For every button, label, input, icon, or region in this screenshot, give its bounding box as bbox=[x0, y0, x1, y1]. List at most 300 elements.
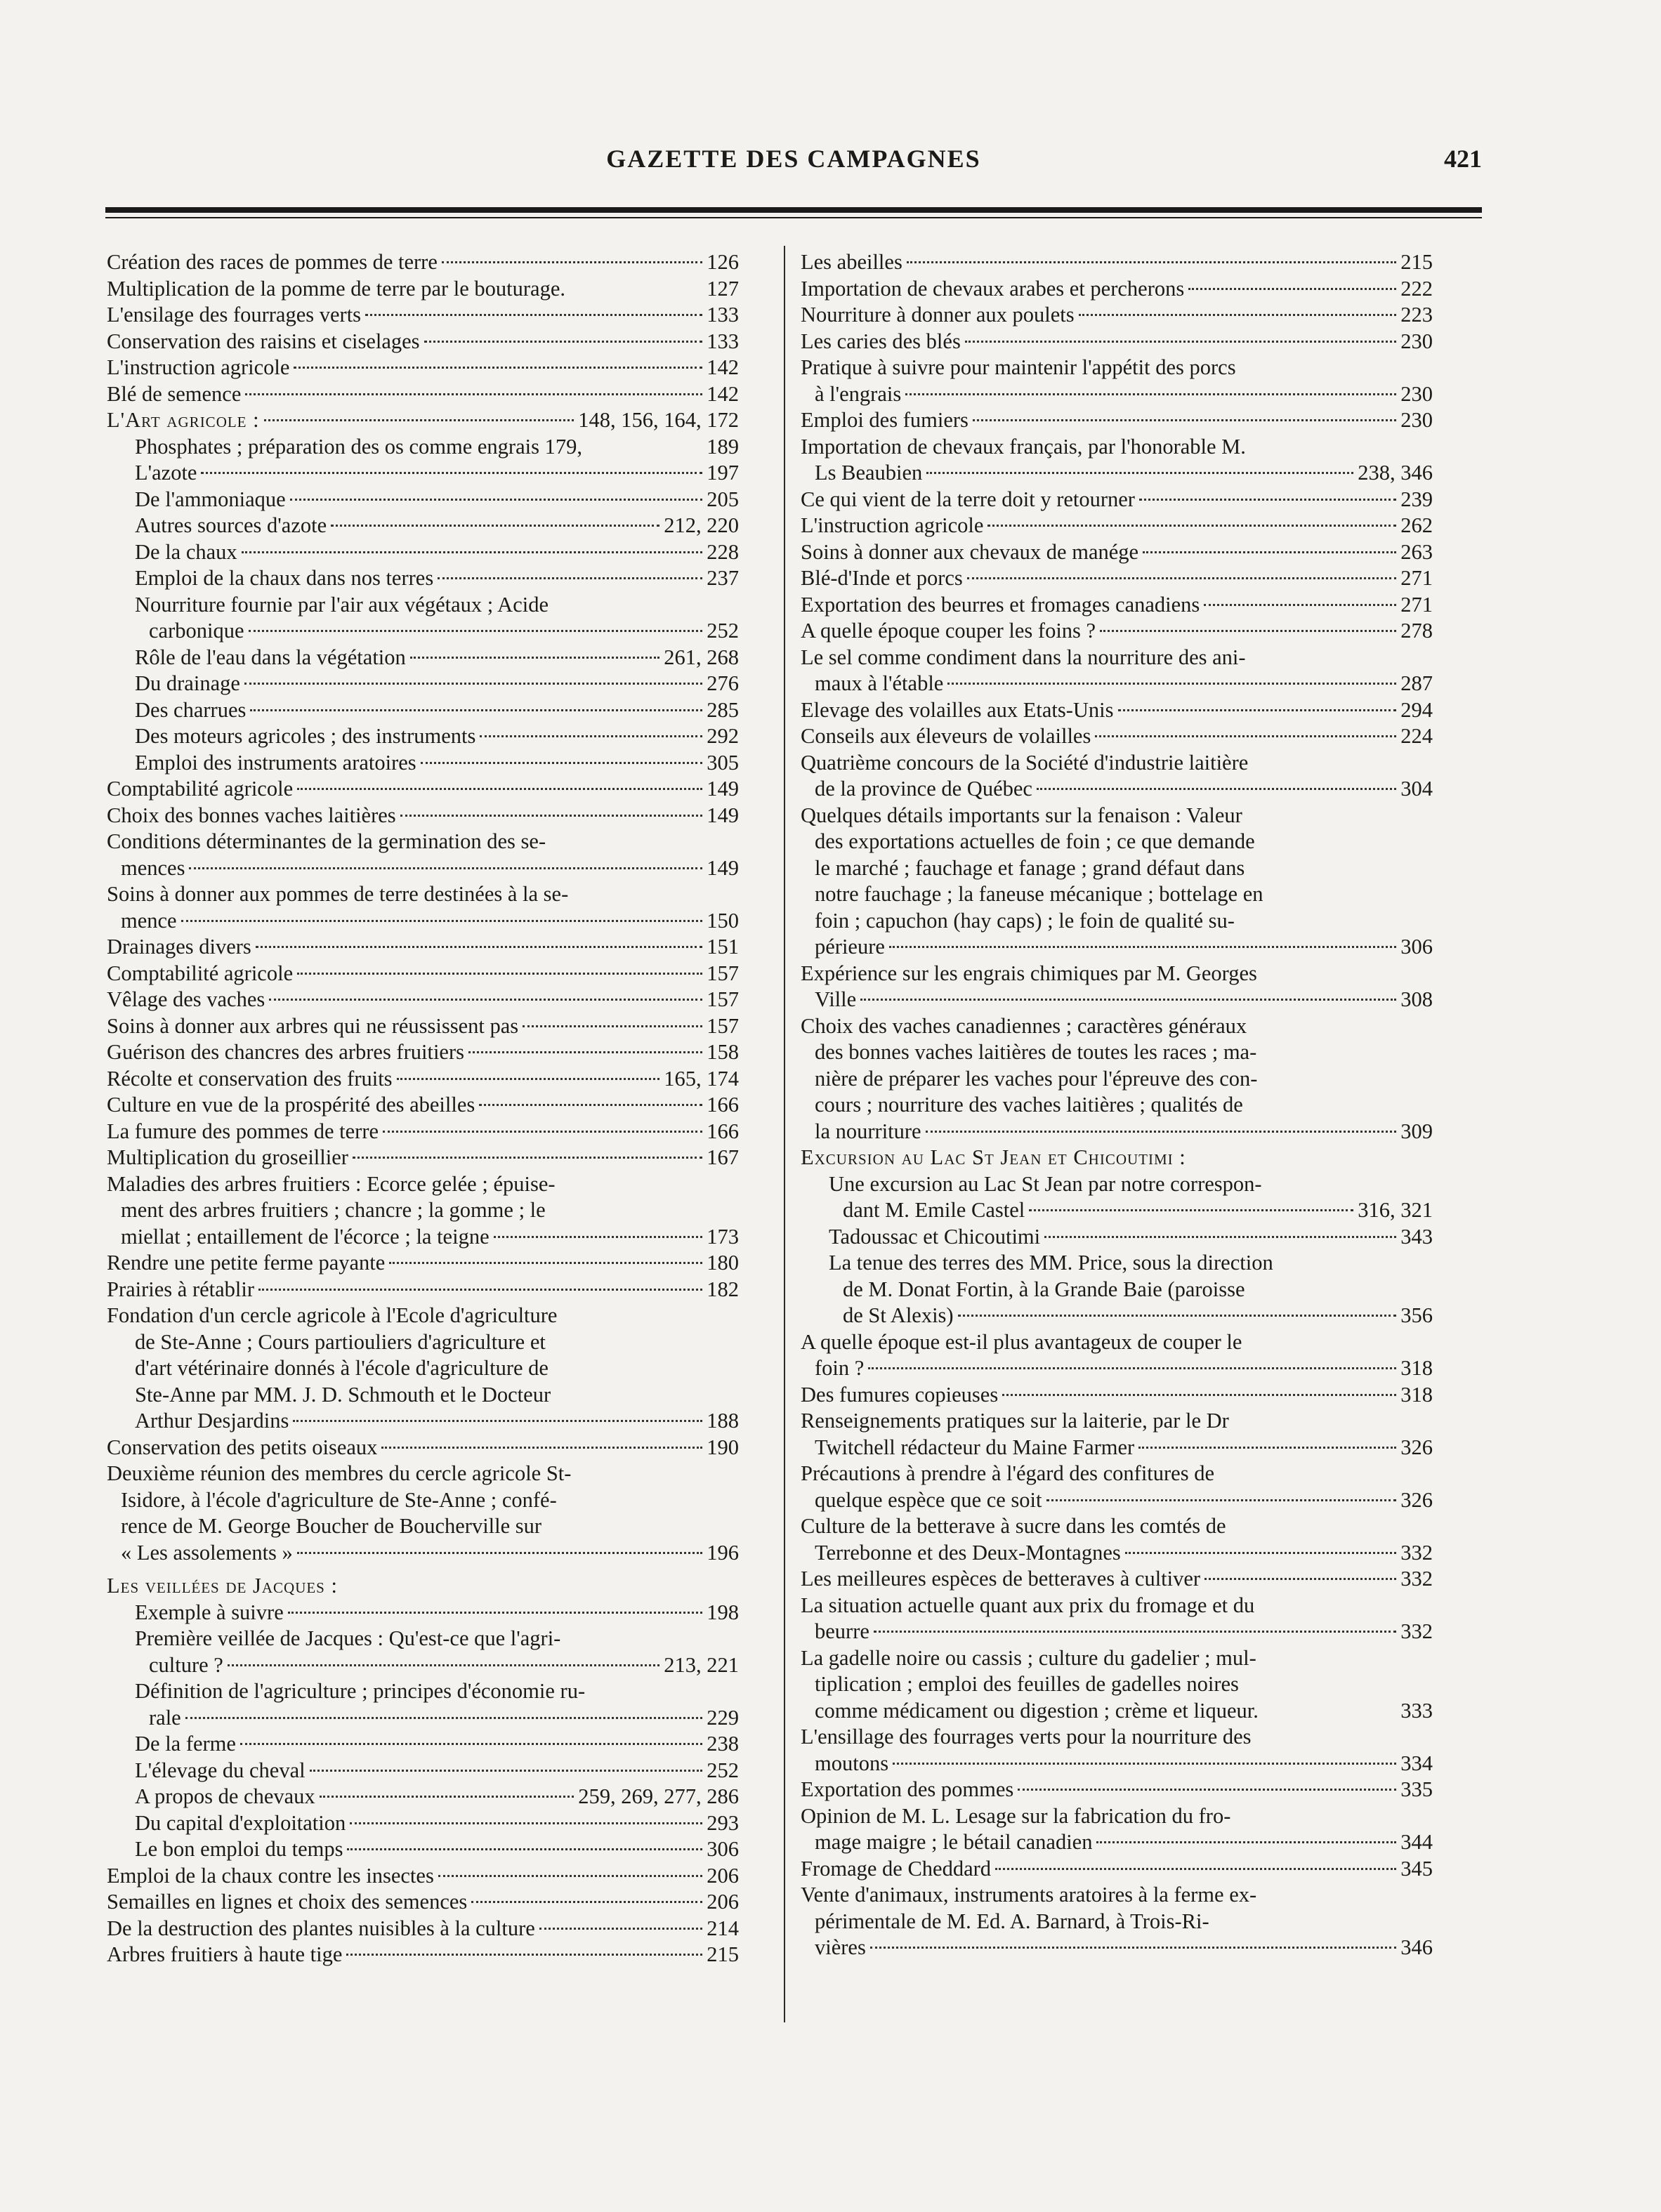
index-entry bbox=[107, 1731, 739, 1758]
entry-page-ref: 335 bbox=[1400, 1777, 1433, 1801]
entry-title-line: foin ? bbox=[815, 1356, 865, 1380]
entry-title-line: Culture de la betterave à sucre dans les comtés de bbox=[801, 1514, 1226, 1538]
entry-title-line: de la province de Québec bbox=[815, 777, 1032, 801]
entry-page-ref: 308 bbox=[1400, 987, 1433, 1011]
entry-page-ref: 182 bbox=[707, 1277, 739, 1301]
entry-title-line: Importation de chevaux arabes et percherons bbox=[801, 276, 1185, 301]
index-entry bbox=[107, 1916, 739, 1942]
dot-leader bbox=[320, 1796, 575, 1798]
entry-page-ref: 346 bbox=[1400, 1935, 1433, 1959]
dot-leader bbox=[995, 1868, 1396, 1870]
entry-title-line: Emploi de la chaux contre les insectes bbox=[107, 1863, 434, 1888]
entry-title-line: dant M. Emile Castel bbox=[843, 1198, 1025, 1222]
entry-page-ref: 334 bbox=[1400, 1751, 1433, 1775]
entry-title-line: Récolte et conservation des fruits bbox=[107, 1066, 393, 1091]
entry-page-ref: 278 bbox=[1400, 619, 1433, 643]
index-entry bbox=[107, 645, 739, 671]
entry-title-line: Le sel comme condiment dans la nourriture des ani- bbox=[801, 645, 1246, 669]
index-entry bbox=[801, 513, 1433, 539]
dot-leader bbox=[973, 419, 1396, 421]
index-entry bbox=[801, 1250, 1433, 1329]
dot-leader bbox=[424, 341, 703, 343]
index-entry bbox=[801, 1145, 1433, 1171]
entry-title-line: A propos de chevaux bbox=[135, 1784, 315, 1808]
entry-title-line: Renseignements pratiques sur la laiterie, par le Dr bbox=[801, 1409, 1229, 1433]
entry-title-line: rale bbox=[149, 1705, 181, 1730]
dot-leader bbox=[269, 999, 702, 1001]
entry-title-line: Exemple à suivre bbox=[135, 1600, 284, 1624]
entry-title-line: A quelle époque couper les foins ? bbox=[801, 619, 1096, 643]
entry-title-line: périmentale de M. Ed. A. Barnard, à Trois-Ri- bbox=[815, 1909, 1209, 1933]
entry-title-line: L'instruction agricole bbox=[801, 513, 984, 537]
entry-title-line: à l'engrais bbox=[815, 381, 902, 406]
index-entry bbox=[801, 276, 1433, 303]
entry-title-line: des bonnes vaches laitières de toutes les races ; ma- bbox=[815, 1040, 1257, 1064]
entry-title-line: beurre bbox=[815, 1619, 869, 1643]
entry-title-line: Du drainage bbox=[135, 671, 240, 695]
entry-title-line: Comptabilité agricole bbox=[107, 961, 294, 985]
entry-title-line: Autres sources d'azote bbox=[135, 513, 327, 537]
entry-page-ref: 215 bbox=[707, 1942, 739, 1966]
entry-title-line: Rendre une petite ferme payante bbox=[107, 1251, 386, 1275]
entry-page-ref: 356 bbox=[1400, 1303, 1433, 1327]
entry-title-line: Blé-d'Inde et porcs bbox=[801, 566, 963, 590]
index-column-left bbox=[107, 249, 739, 1968]
entry-title-line: Une excursion au Lac St Jean par notre correspon- bbox=[829, 1171, 1262, 1196]
index-entry bbox=[801, 302, 1433, 329]
index-entry bbox=[801, 1856, 1433, 1883]
entry-title-line: « Les assolements » bbox=[121, 1540, 293, 1565]
dot-leader bbox=[1139, 499, 1396, 501]
index-entry bbox=[107, 329, 739, 355]
dot-leader bbox=[181, 920, 703, 922]
entry-title-line: L'élevage du cheval bbox=[135, 1758, 306, 1782]
dot-leader bbox=[346, 1954, 702, 1956]
entry-title-line: Emploi des fumiers bbox=[801, 408, 969, 432]
dot-leader bbox=[256, 946, 702, 948]
dot-leader bbox=[294, 367, 702, 369]
index-entry bbox=[107, 1678, 739, 1731]
dot-leader bbox=[1118, 709, 1397, 711]
entry-page-ref: 305 bbox=[707, 750, 739, 775]
entry-page-ref: 345 bbox=[1400, 1856, 1433, 1881]
dot-leader bbox=[297, 1552, 702, 1554]
entry-page-ref: 196 bbox=[707, 1540, 739, 1565]
dot-leader bbox=[926, 472, 1353, 474]
dot-leader bbox=[310, 1770, 703, 1772]
entry-title-line: Arthur Desjardins bbox=[135, 1409, 289, 1433]
entry-title-line: des exportations actuelles de foin ; ce que demande bbox=[815, 829, 1255, 853]
dot-leader bbox=[1100, 630, 1396, 632]
entry-title-line: L'ensilage des fourrages verts bbox=[107, 303, 362, 327]
entry-page-ref: 318 bbox=[1400, 1356, 1433, 1380]
index-entry bbox=[107, 961, 739, 987]
entry-title-line: L'Art agricole : bbox=[107, 408, 260, 432]
dot-leader bbox=[288, 1612, 703, 1614]
entry-title-line: d'art vétérinaire donnés à l'école d'agriculture de bbox=[135, 1356, 549, 1380]
dot-leader bbox=[1079, 314, 1397, 316]
index-entry bbox=[107, 1810, 739, 1837]
entry-title-line: La tenue des terres des MM. Price, sous la direction bbox=[829, 1251, 1273, 1275]
index-entry bbox=[107, 1784, 739, 1810]
dot-leader bbox=[468, 1051, 702, 1053]
index-entry bbox=[801, 407, 1433, 434]
entry-page-ref: 180 bbox=[707, 1251, 739, 1275]
dot-leader bbox=[958, 1315, 1397, 1317]
dot-leader bbox=[1037, 788, 1396, 790]
index-entry bbox=[801, 487, 1433, 513]
entry-page-ref: 157 bbox=[707, 1013, 739, 1038]
entry-page-ref: 222 bbox=[1400, 276, 1433, 301]
index-entry bbox=[801, 1224, 1433, 1251]
index-entry bbox=[801, 565, 1433, 592]
entry-title-line: La fumure des pommes de terre bbox=[107, 1119, 379, 1143]
entry-title-line: Nourriture à donner aux poulets bbox=[801, 303, 1075, 327]
index-entry bbox=[801, 355, 1433, 407]
index-entry bbox=[107, 487, 739, 513]
entry-page-ref: 223 bbox=[1400, 303, 1433, 327]
index-entry bbox=[107, 1250, 739, 1277]
entry-title-line: Conservation des petits oiseaux bbox=[107, 1435, 378, 1459]
entry-page-ref: 271 bbox=[1400, 592, 1433, 617]
entry-page-ref: 237 bbox=[707, 566, 739, 590]
entry-page-ref: 206 bbox=[707, 1863, 739, 1888]
entry-page-ref: 150 bbox=[707, 908, 739, 933]
entry-title-line: Les veillées de Jacques : bbox=[107, 1574, 338, 1598]
dot-leader bbox=[331, 525, 659, 527]
entry-page-ref: 316, 321 bbox=[1358, 1198, 1433, 1222]
dot-leader bbox=[365, 314, 702, 316]
entry-page-ref: 263 bbox=[1400, 539, 1433, 564]
entry-title-line: Opinion de M. L. Lesage sur la fabrication du fro- bbox=[801, 1803, 1231, 1828]
dot-leader bbox=[947, 683, 1396, 685]
index-entry bbox=[107, 1758, 739, 1784]
index-entry bbox=[107, 1066, 739, 1093]
entry-title-line: Elevage des volailles aux Etats-Unis bbox=[801, 697, 1114, 722]
entry-page-ref: 306 bbox=[707, 1837, 739, 1861]
index-entry bbox=[107, 460, 739, 487]
index-entry bbox=[801, 697, 1433, 724]
entry-page-ref: 318 bbox=[1400, 1382, 1433, 1407]
dot-leader bbox=[471, 1901, 702, 1903]
dot-leader bbox=[410, 657, 659, 659]
index-entry bbox=[801, 1882, 1433, 1961]
entry-page-ref: 166 bbox=[707, 1119, 739, 1143]
entry-title-line: carbonique bbox=[149, 619, 244, 643]
dot-leader bbox=[383, 1131, 702, 1133]
index-entry bbox=[107, 407, 739, 434]
dot-leader bbox=[185, 1717, 703, 1719]
entry-page-ref: 142 bbox=[707, 355, 739, 379]
entry-title-line: Fromage de Cheddard bbox=[801, 1856, 992, 1881]
entry-title-line: A quelle époque est-il plus avantageux de couper le bbox=[801, 1329, 1242, 1354]
dot-leader bbox=[1029, 1209, 1353, 1211]
entry-title-line: Des moteurs agricoles ; des instruments bbox=[135, 724, 476, 748]
index-entry bbox=[107, 276, 739, 303]
dot-leader bbox=[1125, 1552, 1397, 1554]
dot-leader bbox=[905, 393, 1396, 395]
entry-title-line: Fondation d'un cercle agricole à l'Ecole d'agriculture bbox=[107, 1303, 558, 1327]
index-entry bbox=[107, 1573, 739, 1600]
entry-page-ref: 205 bbox=[707, 487, 739, 511]
index-entry bbox=[801, 1566, 1433, 1593]
index-entry bbox=[107, 1119, 739, 1145]
entry-page-ref: 173 bbox=[707, 1224, 739, 1249]
dot-leader bbox=[1188, 288, 1396, 290]
entry-page-ref: 198 bbox=[707, 1600, 739, 1624]
index-entry bbox=[801, 1382, 1433, 1409]
entry-title-line: Soins à donner aux pommes de terre destinées à la se- bbox=[107, 882, 569, 906]
entry-page-ref: 151 bbox=[707, 935, 739, 959]
entry-title-line: Conservation des raisins et ciselages bbox=[107, 329, 420, 353]
entry-page-ref: 149 bbox=[707, 777, 739, 801]
dot-leader bbox=[1204, 604, 1396, 606]
entry-title-line: foin ; capuchon (hay caps) ; le foin de qualité su- bbox=[815, 908, 1235, 933]
index-entry bbox=[107, 434, 739, 461]
column-divider bbox=[784, 246, 785, 2022]
dot-leader bbox=[264, 419, 575, 421]
entry-page-ref: 167 bbox=[707, 1145, 739, 1169]
dot-leader bbox=[868, 1367, 1396, 1369]
index-entry bbox=[801, 1593, 1433, 1645]
entry-title-line: Multiplication du groseillier bbox=[107, 1145, 348, 1169]
index-entry bbox=[107, 671, 739, 697]
entry-title-line: Maladies des arbres fruitiers : Ecorce gelée ; épuise- bbox=[107, 1171, 556, 1196]
dot-leader bbox=[400, 815, 703, 817]
entry-page-ref: 238 bbox=[707, 1732, 739, 1756]
entry-page-ref: 292 bbox=[707, 724, 739, 748]
entry-page-ref: 133 bbox=[707, 303, 739, 327]
entry-page-ref: 304 bbox=[1400, 777, 1433, 801]
entry-page-ref: 326 bbox=[1400, 1487, 1433, 1512]
dot-leader bbox=[494, 1236, 703, 1238]
entry-title-line: De la destruction des plantes nuisibles à la culture bbox=[107, 1916, 535, 1940]
dot-leader bbox=[438, 577, 702, 579]
entry-page-ref: 230 bbox=[1400, 329, 1433, 353]
dot-leader bbox=[189, 867, 702, 869]
entry-page-ref: 285 bbox=[707, 697, 739, 722]
entry-title-line: Expérience sur les engrais chimiques par M. Georges bbox=[801, 961, 1257, 985]
index-entry bbox=[107, 1461, 739, 1566]
entry-page-ref: 293 bbox=[707, 1810, 739, 1835]
entry-title-line: L'azote bbox=[135, 461, 197, 485]
dot-leader bbox=[245, 393, 702, 395]
index-entry bbox=[107, 1145, 739, 1171]
index-entry bbox=[107, 1889, 739, 1916]
entry-page-ref: 149 bbox=[707, 855, 739, 880]
index-entry bbox=[107, 1171, 739, 1251]
dot-leader bbox=[242, 551, 703, 553]
index-entry bbox=[107, 803, 739, 829]
index-entry bbox=[801, 618, 1433, 645]
entry-page-ref: 126 bbox=[707, 250, 739, 274]
entry-page-ref: 287 bbox=[1400, 671, 1433, 695]
entry-title-line: Exportation des beurres et fromages canadiens bbox=[801, 592, 1200, 617]
index-entry bbox=[801, 1724, 1433, 1777]
entry-title-line: cours ; nourriture des vaches laitières ; qualités de bbox=[815, 1093, 1243, 1117]
index-entry bbox=[107, 539, 739, 566]
page-title: GAZETTE DES CAMPAGNES bbox=[606, 145, 981, 173]
dot-leader bbox=[250, 709, 702, 711]
entry-title-line: Vente d'animaux, instruments aratoires à la ferme ex- bbox=[801, 1883, 1257, 1907]
dot-leader bbox=[926, 1131, 1397, 1133]
entry-page-ref: 228 bbox=[707, 539, 739, 564]
entry-page-ref: 276 bbox=[707, 671, 739, 695]
dot-leader bbox=[907, 261, 1396, 263]
entry-title-line: Soins à donner aux chevaux de manége bbox=[801, 539, 1139, 564]
dot-leader bbox=[1096, 1841, 1396, 1843]
entry-title-line: La gadelle noire ou cassis ; culture du gadelier ; mul- bbox=[801, 1645, 1256, 1670]
entry-title-line: Rôle de l'eau dans la végétation bbox=[135, 645, 406, 669]
entry-page-ref: 127 bbox=[707, 276, 739, 301]
entry-page-ref: 252 bbox=[707, 1758, 739, 1782]
entry-title-line: Ste-Anne par MM. J. D. Schmouth et le Docteur bbox=[135, 1382, 551, 1407]
entry-page-ref: 332 bbox=[1400, 1619, 1433, 1643]
entry-page-ref: 309 bbox=[1400, 1119, 1433, 1143]
entry-title-line: Nourriture fournie par l'air aux végétaux ; Acide bbox=[135, 592, 549, 617]
index-entry bbox=[801, 803, 1433, 961]
entry-page-ref: 158 bbox=[707, 1040, 739, 1064]
entry-title-line: Culture en vue de la prospérité des abeilles bbox=[107, 1093, 475, 1117]
entry-title-line: nière de préparer les vaches pour l'épreuve des con- bbox=[815, 1066, 1258, 1091]
entry-title-line: De la ferme bbox=[135, 1732, 236, 1756]
entry-page-ref: 213, 221 bbox=[664, 1652, 739, 1677]
page-header bbox=[105, 144, 1482, 186]
index-entry bbox=[107, 1863, 739, 1890]
entry-page-ref: 332 bbox=[1400, 1567, 1433, 1591]
index-entry bbox=[107, 776, 739, 803]
index-entry bbox=[801, 1777, 1433, 1803]
index-entry bbox=[801, 1513, 1433, 1566]
index-entry bbox=[801, 592, 1433, 619]
entry-title-line: Quatrième concours de la Société d'industrie laitière bbox=[801, 750, 1249, 775]
dot-leader bbox=[479, 1104, 702, 1106]
dot-leader bbox=[480, 735, 702, 737]
entry-title-line: périeure bbox=[815, 935, 885, 959]
dot-leader bbox=[889, 946, 1396, 948]
dot-leader bbox=[987, 525, 1396, 527]
dot-leader bbox=[539, 1928, 702, 1930]
index-entry bbox=[801, 645, 1433, 697]
index-entry bbox=[801, 1171, 1433, 1224]
index-entry bbox=[107, 1626, 739, 1678]
entry-title-line: Tadoussac et Chicoutimi bbox=[829, 1224, 1041, 1249]
entry-title-line: culture ? bbox=[149, 1652, 223, 1677]
entry-title-line: Twitchell rédacteur du Maine Farmer bbox=[815, 1435, 1135, 1459]
entry-page-ref: 261, 268 bbox=[664, 645, 739, 669]
entry-page-ref: 238, 346 bbox=[1358, 461, 1433, 485]
entry-title-line: Conseils aux éleveurs de volailles bbox=[801, 724, 1091, 748]
entry-title-line: Emploi des instruments aratoires bbox=[135, 750, 416, 775]
entry-title-line: Précautions à prendre à l'égard des confitures de bbox=[801, 1461, 1214, 1485]
entry-title-line: tiplication ; emploi des feuilles de gadelles noires bbox=[815, 1672, 1239, 1696]
dot-leader bbox=[1018, 1789, 1396, 1791]
index-entry bbox=[801, 434, 1433, 487]
entry-page-ref: 166 bbox=[707, 1093, 739, 1117]
entry-title-line: Pratique à suivre pour maintenir l'appétit des porcs bbox=[801, 355, 1236, 379]
dot-leader bbox=[353, 1157, 702, 1159]
dot-leader bbox=[249, 630, 703, 632]
entry-title-line: Ls Beaubien bbox=[815, 461, 923, 485]
dot-leader bbox=[965, 341, 1396, 343]
index-entry bbox=[801, 750, 1433, 803]
entry-title-line: Soins à donner aux arbres qui ne réussissent pas bbox=[107, 1013, 519, 1038]
index-entry bbox=[107, 829, 739, 881]
entry-title-line: Des fumures copieuses bbox=[801, 1382, 999, 1407]
dot-leader bbox=[1044, 1236, 1396, 1238]
index-entry bbox=[107, 1435, 739, 1461]
entry-page-ref: 133 bbox=[707, 329, 739, 353]
entry-title-line: Guérison des chancres des arbres fruitiers bbox=[107, 1040, 464, 1064]
dot-leader bbox=[381, 1447, 702, 1449]
entry-title-line: Blé de semence bbox=[107, 381, 242, 406]
dot-leader bbox=[442, 261, 702, 263]
entry-title-line: Les caries des blés bbox=[801, 329, 961, 353]
entry-page-ref: 333 bbox=[1400, 1698, 1433, 1723]
index-entry bbox=[107, 565, 739, 592]
entry-title-line: Vêlage des vaches bbox=[107, 987, 265, 1011]
dot-leader bbox=[421, 762, 703, 764]
index-entry bbox=[107, 723, 739, 750]
entry-title-line: L'ensillage des fourrages verts pour la nourriture des bbox=[801, 1725, 1252, 1749]
page-number: 421 bbox=[1444, 145, 1482, 173]
entry-title-line: Isidore, à l'école d'agriculture de Ste-Anne ; confé- bbox=[121, 1487, 557, 1512]
dot-leader bbox=[244, 683, 702, 685]
dot-leader bbox=[967, 577, 1396, 579]
entry-title-line: Terrebonne et des Deux-Montagnes bbox=[815, 1540, 1121, 1565]
entry-title-line: Première veillée de Jacques : Qu'est-ce que l'agri- bbox=[135, 1626, 561, 1650]
entry-page-ref: 224 bbox=[1400, 724, 1433, 748]
index-entry bbox=[107, 697, 739, 724]
index-entry bbox=[107, 302, 739, 329]
index-entry bbox=[801, 1329, 1433, 1382]
dot-leader bbox=[893, 1763, 1396, 1765]
index-entry bbox=[107, 750, 739, 777]
index-entry bbox=[107, 355, 739, 381]
dot-leader bbox=[350, 1822, 702, 1824]
header-rule-thick bbox=[105, 207, 1482, 213]
entry-page-ref: 239 bbox=[1400, 487, 1433, 511]
entry-page-ref: 262 bbox=[1400, 513, 1433, 537]
header-rule-thin bbox=[105, 217, 1482, 218]
entry-page-ref: 326 bbox=[1400, 1435, 1433, 1459]
entry-title-line: Emploi de la chaux dans nos terres bbox=[135, 566, 434, 590]
index-entry bbox=[107, 1277, 739, 1303]
entry-page-ref: 306 bbox=[1400, 935, 1433, 959]
dot-leader bbox=[347, 1848, 702, 1850]
index-entry bbox=[107, 934, 739, 961]
entry-title-line: La situation actuelle quant aux prix du fromage et du bbox=[801, 1593, 1255, 1617]
index-entry bbox=[801, 1803, 1433, 1856]
entry-title-line: mence bbox=[121, 908, 177, 933]
index-entry bbox=[107, 1942, 739, 1968]
dot-leader bbox=[228, 1664, 659, 1666]
index-entry bbox=[801, 329, 1433, 355]
entry-page-ref: 197 bbox=[707, 461, 739, 485]
entry-title-line: Prairies à rétablir bbox=[107, 1277, 255, 1301]
entry-title-line: quelque espèce que ce soit bbox=[815, 1487, 1042, 1512]
entry-title-line: Importation de chevaux français, par l'honorable M. bbox=[801, 434, 1246, 459]
index-entry bbox=[801, 1461, 1433, 1513]
entry-title-line: Excursion au Lac St Jean et Chicoutimi : bbox=[801, 1145, 1186, 1169]
dot-leader bbox=[874, 1631, 1396, 1633]
dot-leader bbox=[258, 1289, 702, 1291]
dot-leader bbox=[1143, 551, 1396, 553]
entry-title-line: L'instruction agricole bbox=[107, 355, 290, 379]
dot-leader bbox=[523, 1025, 702, 1027]
entry-title-line: maux à l'étable bbox=[815, 671, 944, 695]
entry-title-line: Du capital d'exploitation bbox=[135, 1810, 346, 1835]
